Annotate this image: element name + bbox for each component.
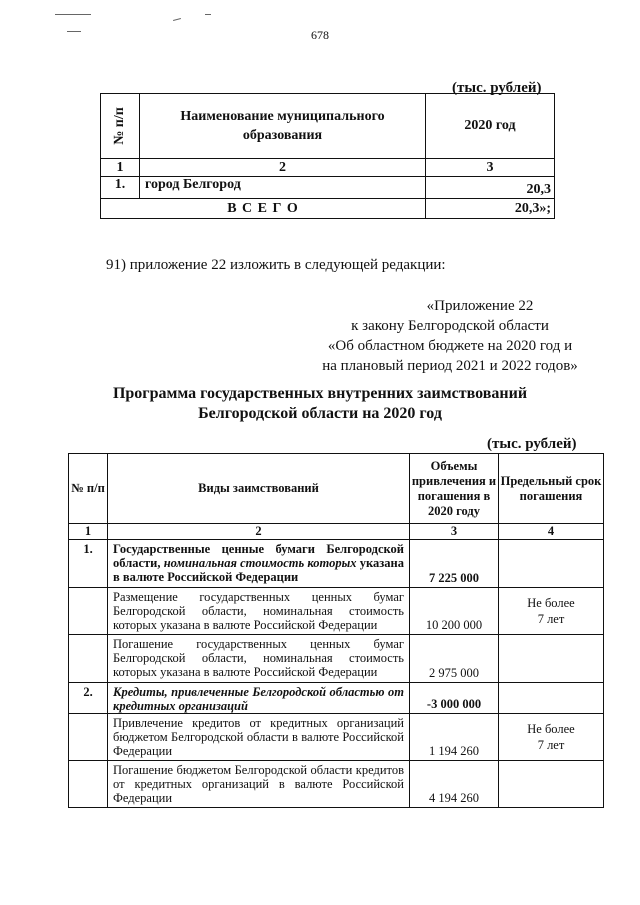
table1-header-year: 2020 год [426,94,555,159]
table-row [69,588,604,635]
table2-row-amount: 2 975 000 [410,635,499,683]
table2-row-term-line: Не более [527,722,575,736]
table2-row-num: 1. [69,540,108,588]
table2-row-amount: 1 194 260 [410,714,499,761]
table1-index-cell: 2 [140,159,426,177]
table2-row-amount: 7 225 000 [410,540,499,588]
table2-index-cell: 2 [108,524,410,540]
table2-row-text: Размещение государственных ценных бумаг Белгородской области, номинальная стоимость которых указана в валюте Российской Федерации [108,588,410,635]
borrowings-table [68,453,604,808]
table-row [101,177,555,199]
table1-header-name: Наименование муниципального образования [140,94,426,159]
page-number: 678 [311,28,329,42]
table1-total-value: 20,3»; [426,199,555,219]
table2-row-term-line: 7 лет [537,738,565,752]
scan-mark [205,14,211,15]
table2-row-term [499,714,604,761]
table2-row-term [499,588,604,635]
program-title-line: Белгородской области на 2020 год [198,405,442,422]
table2-row-num: 2. [69,683,108,714]
table2-row-term [499,540,604,588]
table2-row-text-part: указана в валюте Российской Федерации [113,556,404,584]
table2-units: (тыс. рублей) [487,436,577,452]
table2-header-row [69,454,604,524]
table-row [69,761,604,808]
table1-index-cell: 1 [101,159,140,177]
table1-row-name: город Белгород [140,177,426,199]
table2-index-row [69,524,604,540]
scan-mark [173,18,181,21]
table-row [69,540,604,588]
table2-index-cell: 4 [499,524,604,540]
table2-header-volumes: Объемы привлечения и погашения в 2020 году [410,454,499,524]
table1-index-cell: 3 [426,159,555,177]
program-title [60,384,580,424]
table2-index-cell: 3 [410,524,499,540]
table2-row-amount: 4 194 260 [410,761,499,808]
table1-row-value: 20,3 [426,177,555,199]
amendment-paragraph: 91) приложение 22 изложить в следующей редакции: [106,257,446,273]
table2-row-num [69,588,108,635]
municipal-table [100,93,555,219]
table1-index-row [101,159,555,177]
annex-line: на плановый период 2021 и 2022 годов» [322,358,578,374]
table2-row-text-part: Государственные ценные бумаги Белгородской области, [113,542,404,570]
table2-row-num [69,714,108,761]
table2-row-text: Погашение бюджетом Белгородской области кредитов от кредитных организаций в валюте Российской Федерации [108,761,410,808]
scan-mark [55,14,91,15]
program-title-line: Программа государственных внутренних заимствований [112,385,528,402]
table1-header-num: № п/п [101,94,140,159]
table2-row-amount: 10 200 000 [410,588,499,635]
table2-header-term: Предельный срок погашения [499,454,604,524]
table2-row-num [69,761,108,808]
table1-units: (тыс. рублей) [452,80,542,96]
table2-row-num [69,635,108,683]
table2-row-amount: -3 000 000 [410,683,499,714]
table2-row-text-part: номинальная стоимость которых [163,556,357,570]
annex-line: к закону Белгородской области [351,318,549,334]
table2-row-text [108,540,410,588]
table1-header-row [101,94,555,159]
table2-row-term-line: 7 лет [537,612,565,626]
annex-line: «Об областном бюджете на 2020 год и [327,338,573,354]
table-row [69,635,604,683]
table2-index-cell: 1 [69,524,108,540]
table2-row-term [499,683,604,714]
table1-total-row [101,199,555,219]
table1-total-label: В С Е Г О [101,199,426,219]
table-row [69,683,604,714]
table-row [69,714,604,761]
table2-row-text: Погашение государственных ценных бумаг Белгородской области, номинальная стоимость которых указана в валюте Российской Федерации [108,635,410,683]
table2-row-text: Привлечение кредитов от кредитных организаций бюджетом Белгородской области в валюте Российской Федерации [108,714,410,761]
annex-heading [300,296,600,376]
table2-header-type: Виды заимствований [108,454,410,524]
table2-header-num: № п/п [69,454,108,524]
table1-row-num: 1. [101,177,140,199]
table2-row-term-line: Не более [527,596,575,610]
table2-row-term [499,635,604,683]
table2-row-term [499,761,604,808]
table2-row-text: Кредиты, привлеченные Белгородской областью от кредитных организаций [108,683,410,714]
annex-line: «Приложение 22 [426,298,534,314]
